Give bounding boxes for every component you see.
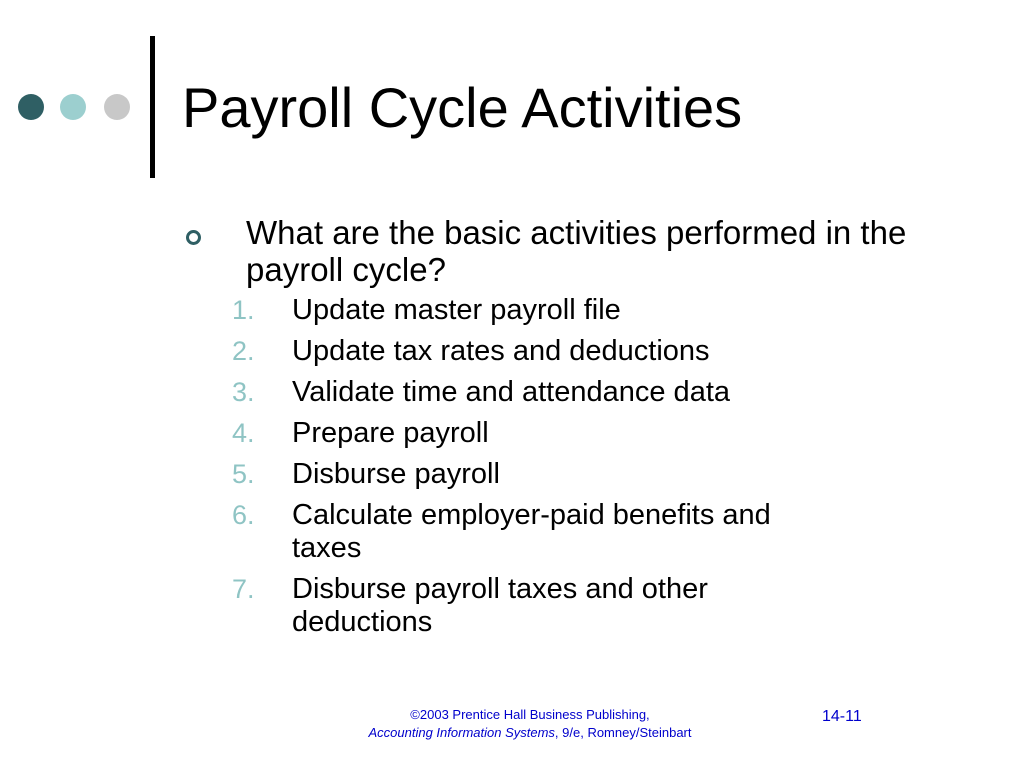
list-item bbox=[180, 417, 822, 450]
ring-bullet-icon bbox=[186, 230, 201, 245]
credit-line-2 bbox=[330, 724, 730, 742]
step-number: 5. bbox=[232, 459, 255, 489]
step-text: Disburse payroll bbox=[292, 458, 500, 490]
slide-content bbox=[180, 214, 960, 647]
dot-teal-icon bbox=[60, 94, 86, 120]
title-divider bbox=[150, 36, 155, 178]
list-item bbox=[180, 458, 822, 491]
credit-line-1: ©2003 Prentice Hall Business Publishing, bbox=[410, 707, 650, 722]
list-item bbox=[180, 294, 822, 327]
question-bullet bbox=[180, 214, 960, 288]
list-item bbox=[180, 499, 822, 565]
step-number: 6. bbox=[232, 500, 255, 530]
question-text: What are the basic activities performed in the payroll cycle? bbox=[246, 214, 907, 288]
decorative-dots bbox=[0, 0, 140, 140]
step-number: 7. bbox=[232, 574, 255, 604]
book-edition: , 9/e, Romney/Steinbart bbox=[554, 725, 692, 740]
page-number: 14-11 bbox=[822, 708, 862, 725]
footer-credit bbox=[330, 706, 730, 742]
slide-title: Payroll Cycle Activities bbox=[182, 76, 743, 139]
list-item bbox=[180, 376, 822, 409]
step-text: Validate time and attendance data bbox=[292, 376, 731, 408]
list-item bbox=[180, 335, 822, 368]
step-text: Update tax rates and deductions bbox=[292, 335, 710, 367]
step-text: Prepare payroll bbox=[292, 417, 489, 449]
step-text: Disburse payroll taxes and other deductions bbox=[292, 573, 708, 638]
dot-dark-icon bbox=[18, 94, 44, 120]
step-text: Calculate employer-paid benefits and taxes bbox=[292, 499, 771, 564]
step-number: 3. bbox=[232, 377, 255, 407]
dot-gray-icon bbox=[104, 94, 130, 120]
step-number: 4. bbox=[232, 418, 255, 448]
list-item bbox=[180, 573, 822, 639]
activity-list bbox=[180, 294, 960, 639]
book-title: Accounting Information Systems bbox=[368, 725, 555, 740]
step-number: 1. bbox=[232, 295, 255, 325]
step-text: Update master payroll file bbox=[292, 294, 621, 326]
step-number: 2. bbox=[232, 336, 255, 366]
